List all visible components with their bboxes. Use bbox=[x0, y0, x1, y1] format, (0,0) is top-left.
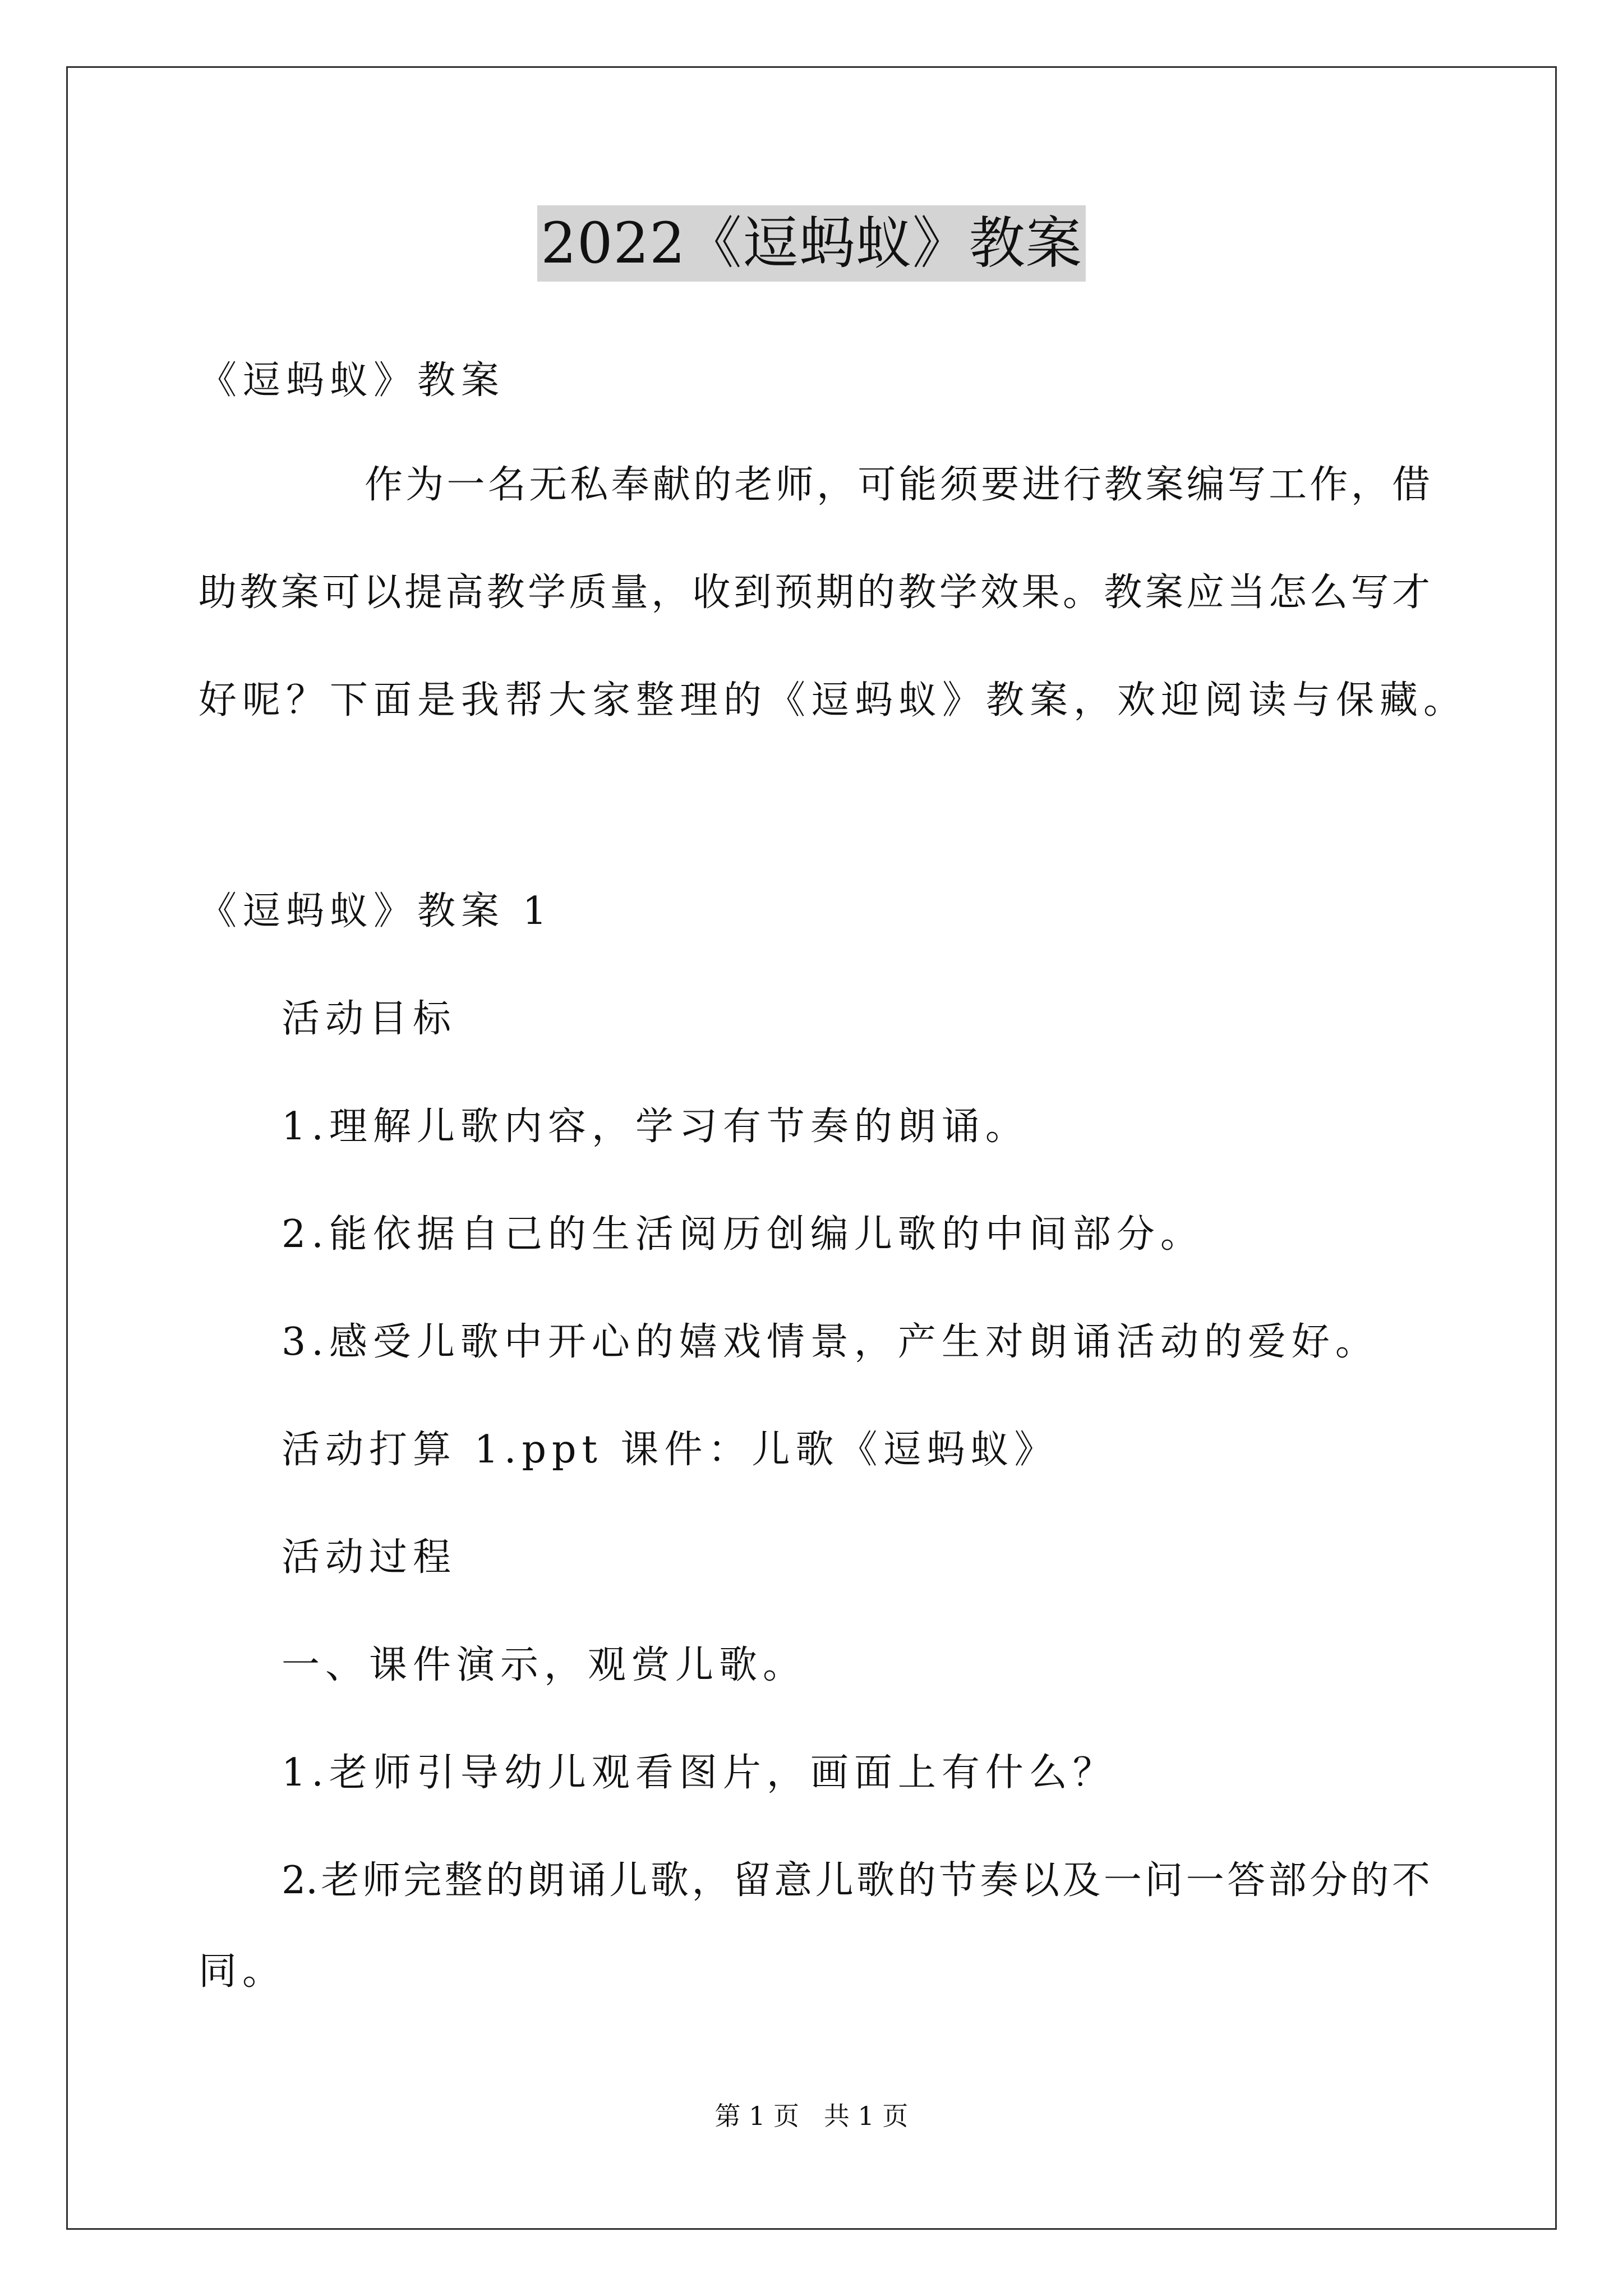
document-title: 2022《逗蚂蚁》教案 bbox=[537, 205, 1086, 282]
title-container bbox=[0, 205, 1623, 282]
intro-line-1: 作为一名无私奉献的老师，可能须要进行教案编写工作，借 bbox=[365, 463, 1430, 507]
document-subtitle: 《逗蚂蚁》教案 bbox=[199, 358, 505, 403]
step-1-item-2-line-2: 同。 bbox=[199, 1949, 287, 1994]
preparation-line: 活动打算 1.ppt 课件：儿歌《逗蚂蚁》 bbox=[282, 1428, 1058, 1472]
goal-item-1: 1.理解儿歌内容，学习有节奏的朗诵。 bbox=[282, 1105, 1029, 1149]
step-1-heading: 一、课件演示，观赏儿歌。 bbox=[282, 1643, 807, 1687]
intro-line-3: 好呢？下面是我帮大家整理的《逗蚂蚁》教案，欢迎阅读与保藏。 bbox=[199, 678, 1468, 723]
goal-heading: 活动目标 bbox=[282, 997, 457, 1041]
step-1-item-2-line-1: 2.老师完整的朗诵儿歌，留意儿歌的节奏以及一问一答部分的不 bbox=[282, 1858, 1430, 1903]
page-footer: 第 1 页 共 1 页 bbox=[714, 2101, 909, 2131]
step-1-item-1: 1.老师引导幼儿观看图片，画面上有什么？ bbox=[282, 1751, 1117, 1795]
section-heading: 《逗蚂蚁》教案 1 bbox=[199, 889, 552, 933]
goal-item-2: 2.能依据自己的生活阅历创编儿歌的中间部分。 bbox=[282, 1212, 1204, 1257]
process-heading: 活动过程 bbox=[282, 1535, 457, 1580]
intro-line-2: 助教案可以提高教学质量，收到预期的教学效果。教案应当怎么写才 bbox=[199, 570, 1430, 615]
goal-item-3: 3.感受儿歌中开心的嬉戏情景，产生对朗诵活动的爱好。 bbox=[282, 1320, 1379, 1364]
